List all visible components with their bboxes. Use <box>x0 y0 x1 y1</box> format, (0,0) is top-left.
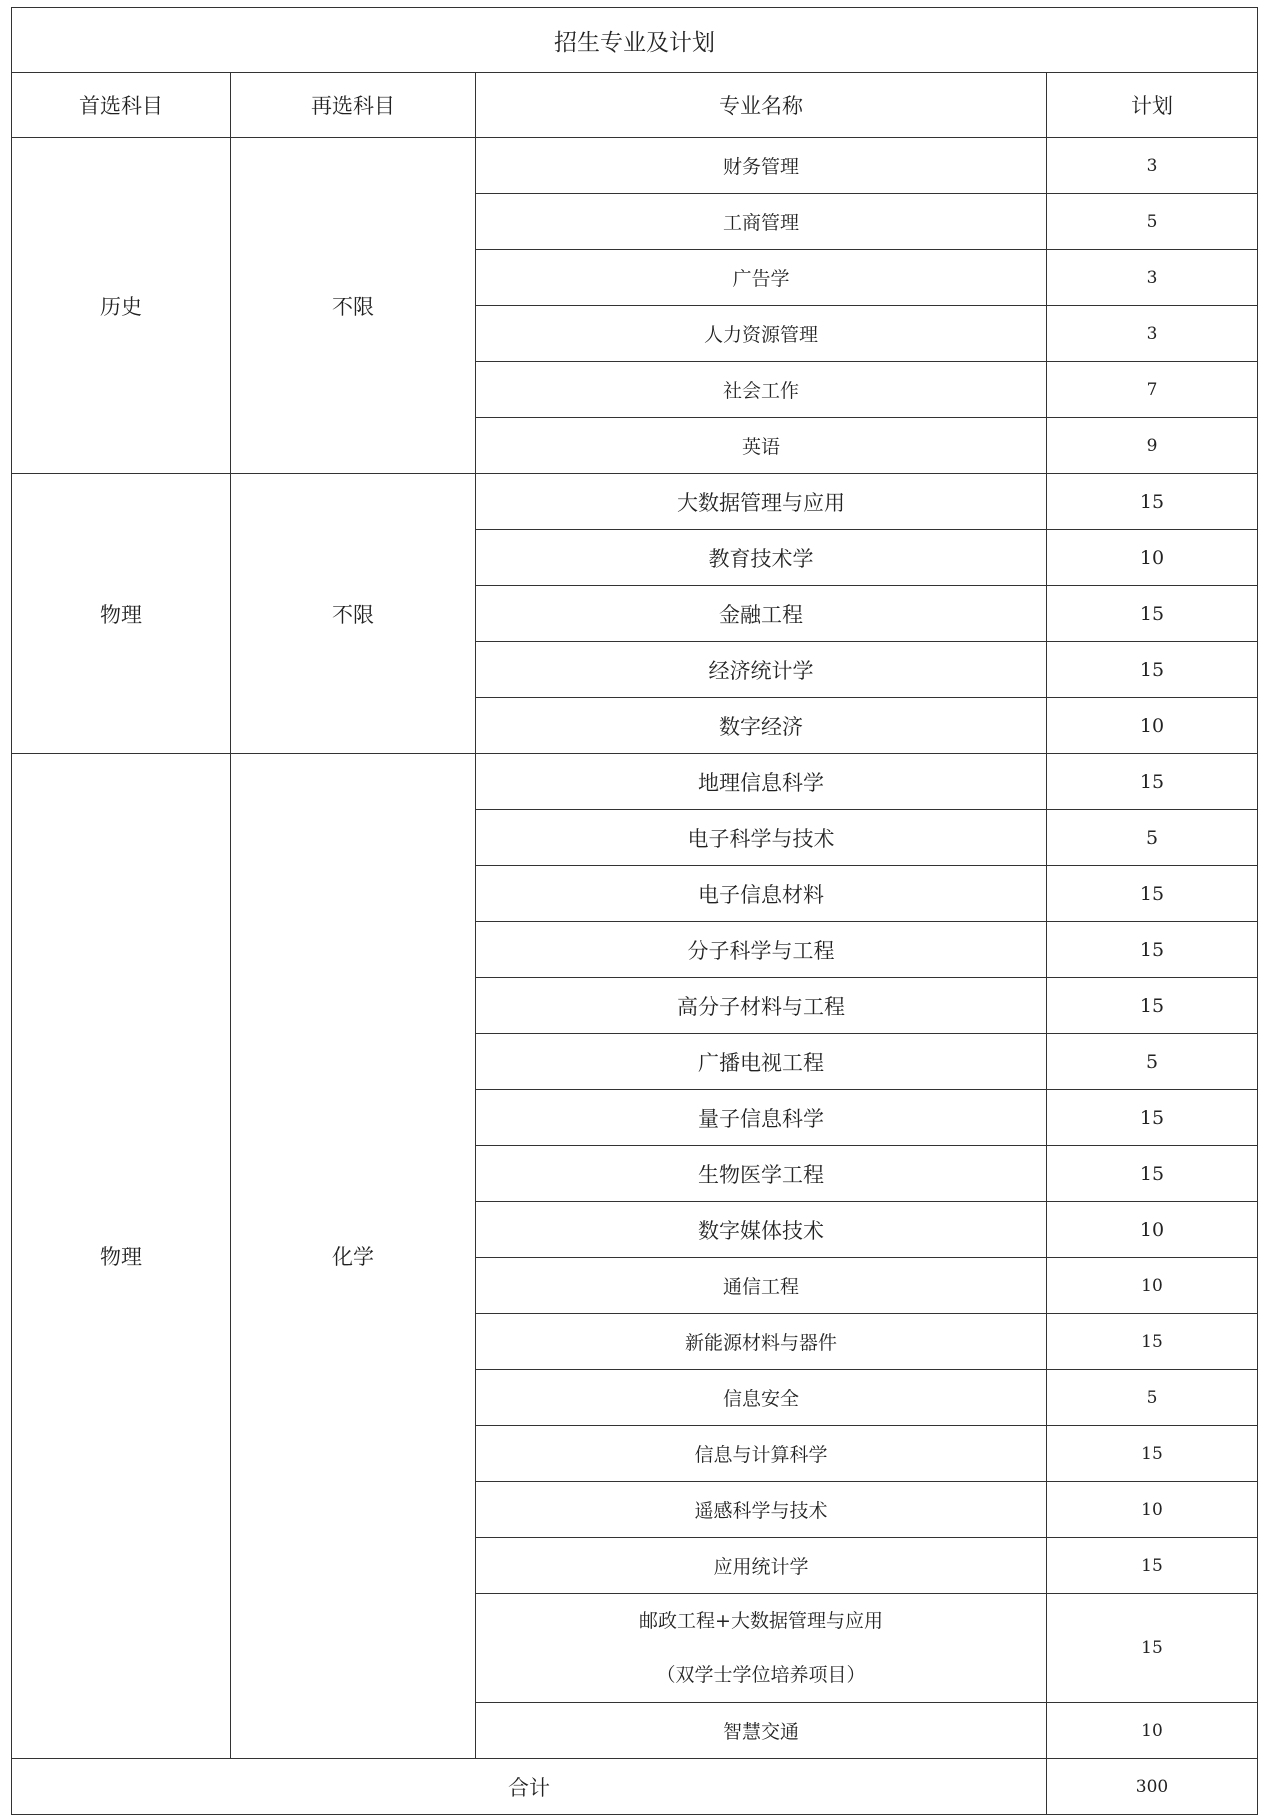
plan-cell: 15 <box>1047 866 1258 922</box>
plan-cell: 3 <box>1047 138 1258 194</box>
header-second-subject: 再选科目 <box>231 73 476 138</box>
header-major: 专业名称 <box>476 73 1047 138</box>
header-row <box>12 73 1258 138</box>
major-name-cell: 数字媒体技术 <box>476 1202 1047 1258</box>
plan-cell: 15 <box>1047 1538 1258 1594</box>
plan-cell: 5 <box>1047 1370 1258 1426</box>
major-name-cell: 智慧交通 <box>476 1703 1047 1759</box>
first-subject-cell: 物理 <box>12 474 231 754</box>
second-subject-cell: 不限 <box>231 138 476 474</box>
table-title: 招生专业及计划 <box>12 8 1258 73</box>
major-name-cell: 信息与计算科学 <box>476 1426 1047 1482</box>
major-name-cell: 应用统计学 <box>476 1538 1047 1594</box>
plan-cell: 15 <box>1047 1594 1258 1703</box>
first-subject-cell: 物理 <box>12 754 231 1759</box>
major-name-cell: 广播电视工程 <box>476 1034 1047 1090</box>
plan-cell: 10 <box>1047 530 1258 586</box>
plan-cell: 5 <box>1047 194 1258 250</box>
plan-cell: 7 <box>1047 362 1258 418</box>
plan-cell: 15 <box>1047 978 1258 1034</box>
first-subject-cell: 历史 <box>12 138 231 474</box>
plan-cell: 15 <box>1047 1314 1258 1370</box>
plan-cell: 10 <box>1047 1258 1258 1314</box>
major-name-cell: 通信工程 <box>476 1258 1047 1314</box>
major-name-cell: 社会工作 <box>476 362 1047 418</box>
second-subject-cell: 不限 <box>231 474 476 754</box>
major-name-cell: 广告学 <box>476 250 1047 306</box>
plan-cell: 10 <box>1047 1482 1258 1538</box>
plan-cell: 9 <box>1047 418 1258 474</box>
major-name-cell: 财务管理 <box>476 138 1047 194</box>
major-name-cell: 地理信息科学 <box>476 754 1047 810</box>
plan-cell: 5 <box>1047 810 1258 866</box>
total-row <box>12 1759 1258 1815</box>
plan-cell: 15 <box>1047 1146 1258 1202</box>
major-name-cell <box>476 1594 1047 1703</box>
major-name-line-2: （双学士学位培养项目） <box>656 1664 866 1686</box>
plan-cell: 15 <box>1047 474 1258 530</box>
plan-cell: 15 <box>1047 642 1258 698</box>
plan-cell: 15 <box>1047 586 1258 642</box>
major-name-cell: 教育技术学 <box>476 530 1047 586</box>
major-name-cell: 经济统计学 <box>476 642 1047 698</box>
plan-cell: 15 <box>1047 1090 1258 1146</box>
major-name-cell: 遥感科学与技术 <box>476 1482 1047 1538</box>
total-value: 300 <box>1047 1759 1258 1815</box>
plan-cell: 15 <box>1047 754 1258 810</box>
major-name-cell: 生物医学工程 <box>476 1146 1047 1202</box>
plan-cell: 3 <box>1047 250 1258 306</box>
total-label: 合计 <box>12 1759 1047 1815</box>
header-first-subject: 首选科目 <box>12 73 231 138</box>
table-row <box>12 474 1258 530</box>
second-subject-cell: 化学 <box>231 754 476 1759</box>
major-name-cell: 信息安全 <box>476 1370 1047 1426</box>
major-name-cell: 英语 <box>476 418 1047 474</box>
plan-cell: 15 <box>1047 922 1258 978</box>
enrollment-plan-table <box>11 7 1258 1815</box>
major-name-cell: 电子科学与技术 <box>476 810 1047 866</box>
plan-cell: 10 <box>1047 1202 1258 1258</box>
major-name-cell: 人力资源管理 <box>476 306 1047 362</box>
major-name-cell: 新能源材料与器件 <box>476 1314 1047 1370</box>
major-name-cell: 电子信息材料 <box>476 866 1047 922</box>
major-name-cell: 高分子材料与工程 <box>476 978 1047 1034</box>
major-name-line-1: 邮政工程+大数据管理与应用 <box>639 1610 883 1632</box>
plan-cell: 10 <box>1047 1703 1258 1759</box>
header-plan: 计划 <box>1047 73 1258 138</box>
table-row <box>12 138 1258 194</box>
major-name-cell: 量子信息科学 <box>476 1090 1047 1146</box>
plan-cell: 10 <box>1047 698 1258 754</box>
plan-cell: 3 <box>1047 306 1258 362</box>
major-name-cell: 大数据管理与应用 <box>476 474 1047 530</box>
major-name-cell: 数字经济 <box>476 698 1047 754</box>
plan-cell: 5 <box>1047 1034 1258 1090</box>
plan-cell: 15 <box>1047 1426 1258 1482</box>
table-row <box>12 754 1258 810</box>
major-name-cell: 金融工程 <box>476 586 1047 642</box>
major-name-cell: 分子科学与工程 <box>476 922 1047 978</box>
major-name-cell: 工商管理 <box>476 194 1047 250</box>
